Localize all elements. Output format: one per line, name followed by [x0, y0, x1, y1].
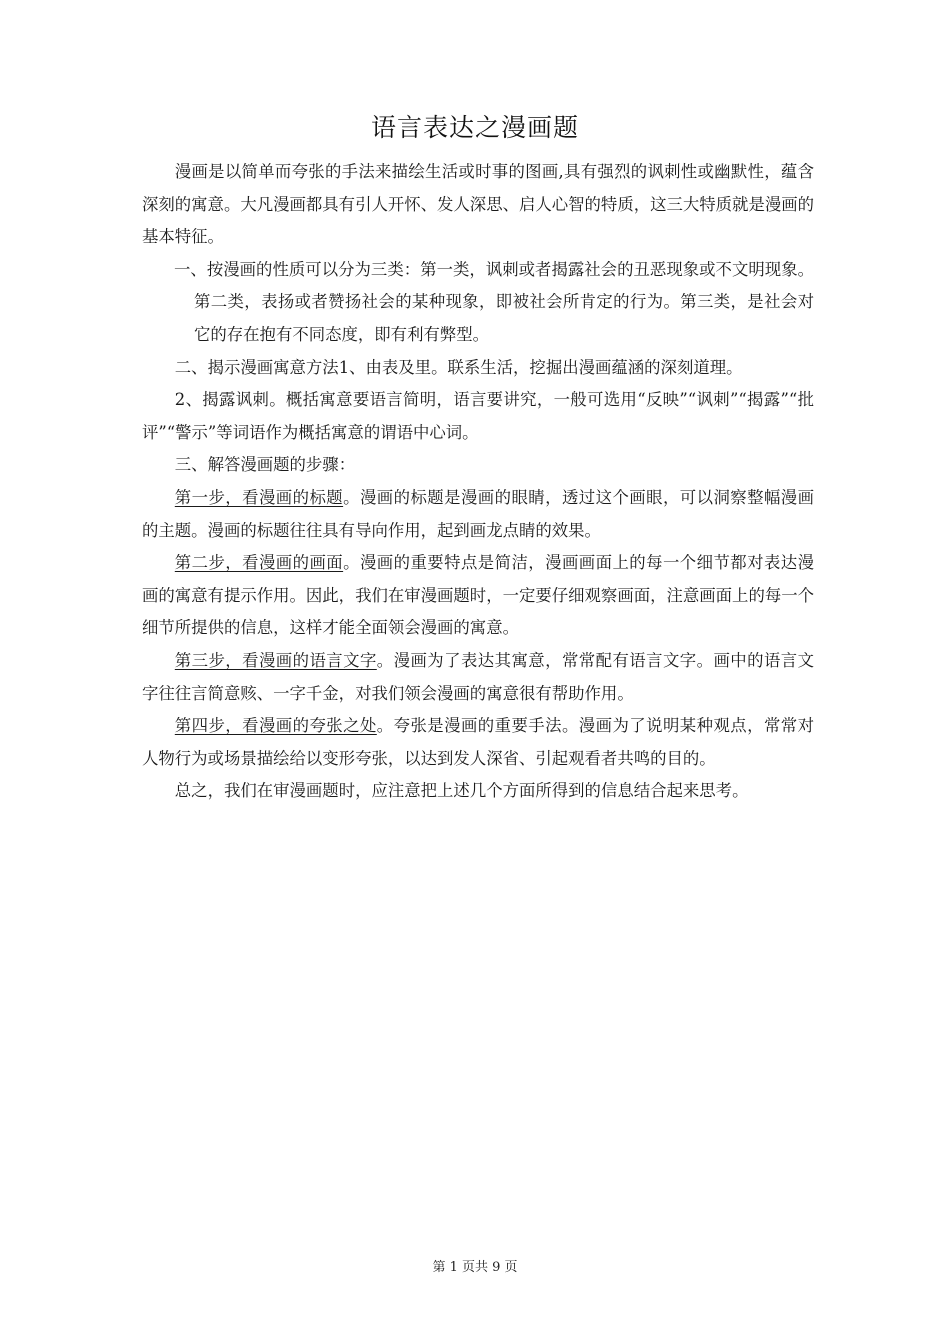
step-2-heading: 第二步，看漫画的画面: [174, 553, 344, 573]
step-4-heading: 第四步，看漫画的夸张之处: [174, 716, 377, 736]
section-3-heading: 三、解答漫画题的步骤：: [174, 455, 356, 475]
conclusion-paragraph: 总之，我们在审漫画题时，应注意把上述几个方面所得到的信息结合起来思考。: [174, 781, 749, 801]
step-4-paragraph: [142, 710, 814, 775]
step-3-text: 。漫画为了表达其寓意，常常配有语言文字。画中的语言文字往往言简意赅、一字千金，对我们领会漫画的寓意很有帮助作用。: [142, 650, 815, 703]
step-4-text: 。夸张是漫画的重要手法。漫画为了说明某种观点，常常对人物行为或场景描绘给以变形夸张，以达到发人深省、引起观看者共鸣的目的。: [142, 716, 815, 768]
step-1-heading: 第一步，看漫画的标题: [174, 487, 344, 507]
step-2-paragraph: [142, 547, 814, 645]
step-2-text: 。漫画的重要特点是简洁，漫画画面上的每一个细节都对表达漫画的寓意有提示作用。因此，我们在审漫画题时，一定要仔细观察画面，注意画面上的每一个细节所提供的信息，这样才能全面领会漫画的寓意。: [142, 553, 815, 638]
step-1-text: 。漫画的标题是漫画的眼睛，透过这个画眼，可以洞察整幅漫画的主题。漫画的标题往往具有导向作用，起到画龙点睛的效果。: [142, 487, 814, 540]
step-3-heading: 第三步，看漫画的语言文字: [174, 650, 377, 670]
step-1-paragraph: [142, 482, 814, 547]
step-3-paragraph: [142, 645, 814, 710]
intro-paragraph: 漫画是以简单而夸张的手法来描绘生活或时事的图画,具有强烈的讽刺性或幽默性，蕴含深刻的寓意。大凡漫画都具有引人开怀、发人深思、启人心智的特质，这三大特质就是漫画的基本特征。: [142, 162, 815, 247]
page-footer: 第 1 页共 9 页: [432, 1260, 518, 1275]
section-2-paragraph: 二、揭示漫画寓意方法1、由表及里。联系生活，挖掘出漫画蕴涵的深刻道理。: [174, 357, 743, 377]
section-2b-paragraph: 2、揭露讽刺。概括寓意要语言简明，语言要讲究，一般可选用“反映”“讽刺”“揭露”“批评”“警示”等词语作为概括寓意的谓语中心词。: [142, 390, 814, 442]
document-body: [142, 156, 814, 808]
section-1-paragraph: 一、按漫画的性质可以分为三类：第一类，讽刺或者揭露社会的丑恶现象或不文明现象。第二类，表扬或者赞扬社会的某种现象，即被社会所肯定的行为。第三类，是社会对它的存在抱有不同态度，即有利有弊型。: [174, 259, 814, 344]
document-title: 语言表达之漫画题: [370, 113, 579, 142]
